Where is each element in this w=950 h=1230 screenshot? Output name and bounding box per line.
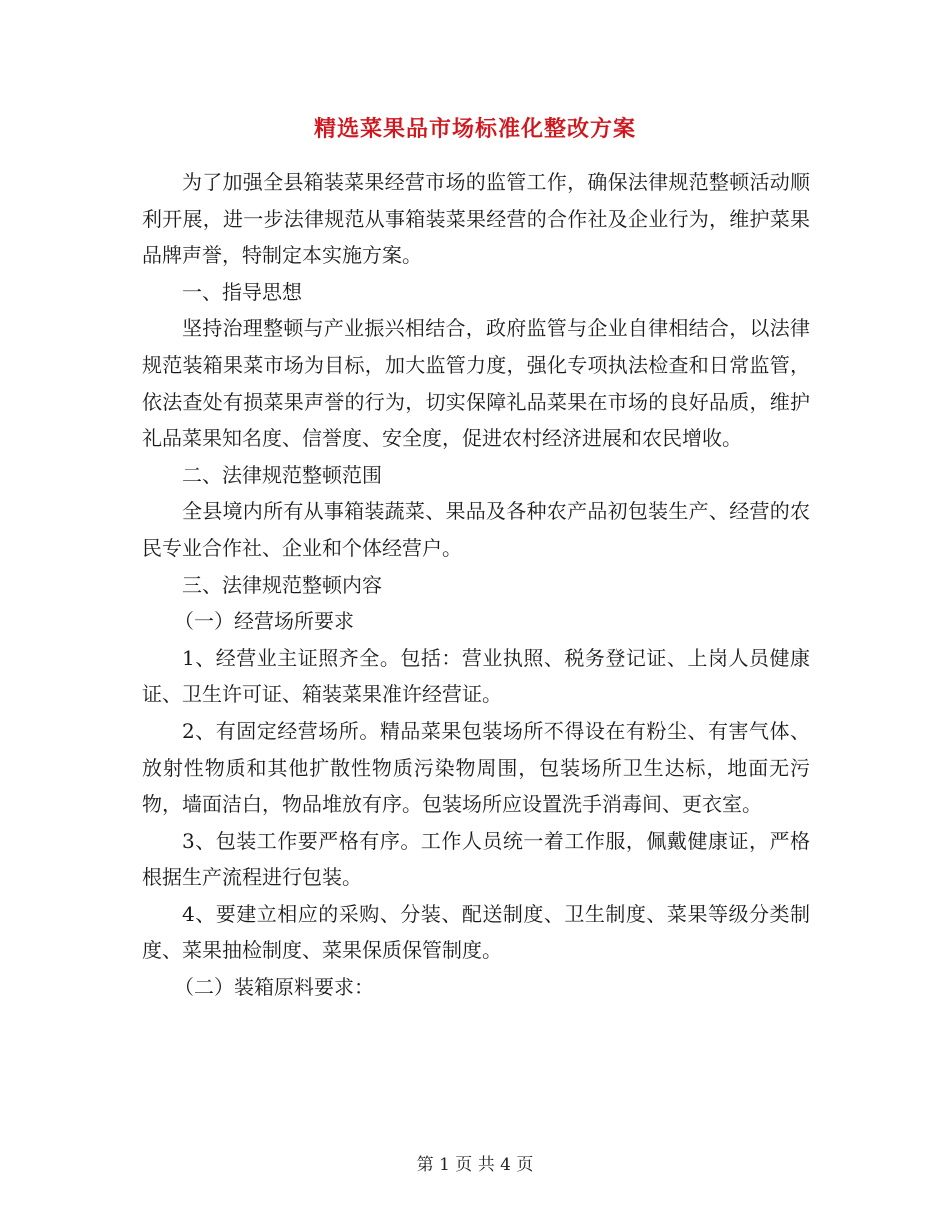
section-heading-guiding-ideology: 一、指导思想 <box>182 279 302 304</box>
paragraph-item-2: 2、有固定经营场所。精品菜果包装场所不得设在有粉尘、有害气体、放射性物质和其他扩散性物质污染物周围，包装场所卫生达标，地面无污物，墙面洁白，物品堆放有序。包装场所应设置洗手消毒间、更衣室。 <box>142 718 810 817</box>
paragraph-item-4: 4、要建立相应的采购、分装、配送制度、卫生制度、菜果等级分类制度、菜果抽检制度、菜果保质保管制度。 <box>142 901 810 963</box>
subsection-heading-materials: （二）装箱原料要求： <box>174 975 374 1000</box>
subsection-heading-venue: （一）经营场所要求 <box>174 609 354 634</box>
section-heading-scope: 二、法律规范整顿范围 <box>182 462 382 487</box>
document-title: 精选菜果品市场标准化整改方案 <box>313 116 636 142</box>
document-body <box>142 164 810 1006</box>
paragraph-scope: 全县境内所有从事箱装蔬菜、果品及各种农产品初包装生产、经营的农民专业合作社、企业和个体经营户。 <box>142 499 810 560</box>
paragraph-intro: 为了加强全县箱装菜果经营市场的监管工作，确保法律规范整顿活动顺利开展，进一步法律规范从事箱装菜果经营的合作社及企业行为，维护菜果品牌声誉，特制定本实施方案。 <box>142 170 810 268</box>
section-heading-content: 三、法律规范整顿内容 <box>182 572 382 597</box>
paragraph-guiding-ideology: 坚持治理整顿与产业振兴相结合，政府监管与企业自律相结合，以法律规范装箱果菜市场为目标，加大监管力度，强化专项执法检查和日常监管，依法查处有损菜果声誉的行为，切实保障礼品菜果在市场的良好品质，维护礼品菜果知名度、信誉度、安全度，促进农村经济进展和农民增收。 <box>142 316 810 451</box>
paragraph-item-1: 1、经营业主证照齐全。包括：营业执照、税务登记证、上岗人员健康证、卫生许可证、箱装菜果准许经营证。 <box>142 645 810 707</box>
page-number-footer: 第 1 页 共 4 页 <box>416 1155 534 1175</box>
paragraph-item-3: 3、包装工作要严格有序。工作人员统一着工作服，佩戴健康证，严格根据生产流程进行包装。 <box>142 828 810 890</box>
